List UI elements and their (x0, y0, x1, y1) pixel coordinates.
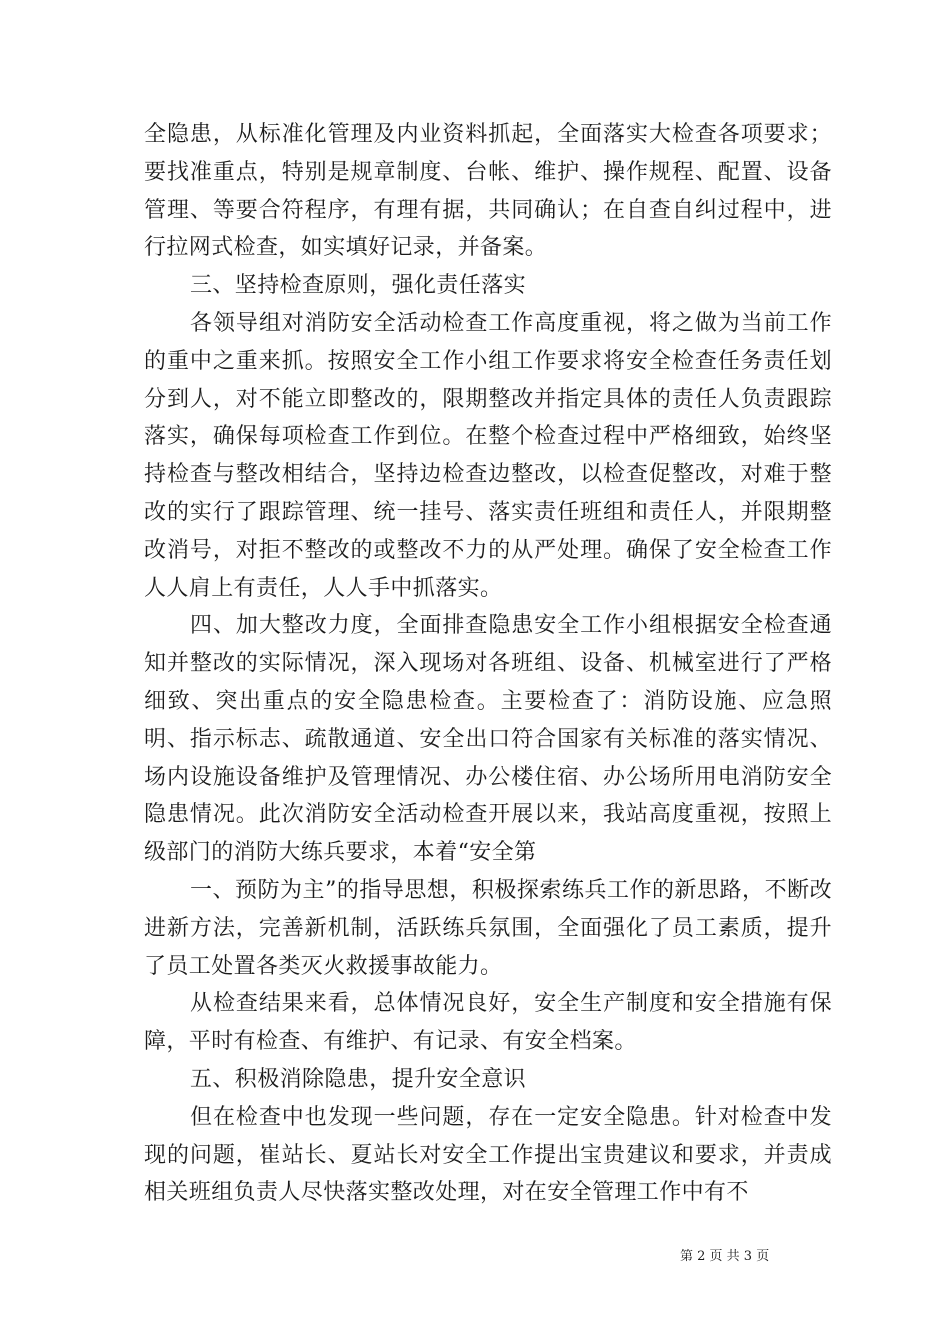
paragraph: 一、预防为主”的指导思想，积极探索练兵工作的新思路，不断改进新方法，完善新机制，活跃练兵氛围，全面强化了员工素质，提升了员工处置各类灭火救援事故能力。 (144, 877, 832, 979)
page-number: 第 2 页 共 3 页 (680, 1249, 770, 1264)
section-heading-3: 三、坚持检查原则，强化责任落实 (190, 273, 527, 299)
paragraph: 但在检查中也发现一些问题，存在一定安全隐患。针对检查中发现的问题，崔站长、夏站长对安全工作提出宝贵建议和要求，并责成相关班组负责人尽快落实整改处理，对在安全管理工作中有不 (144, 1104, 832, 1206)
section-heading-4-paragraph: 四、加大整改力度，全面排查隐患安全工作小组根据安全检查通知并整改的实际情况，深入现场对各班组、设备、机械室进行了严格细致、突出重点的安全隐患检查。主要检查了：消防设施、应急照明、指示标志、疏散通道、安全出口符合国家有关标准的落实情况、场内设施设备维护及管理情况、办公楼住宿、办公场所用电消防安全隐患情况。此次消防安全活动检查开展以来，我站高度重视，按照上级部门的消防大练兵要求，本着“安全第 (144, 613, 832, 866)
section-heading-5: 五、积极消除隐患，提升安全意识 (190, 1066, 527, 1092)
paragraph: 从检查结果来看，总体情况良好，安全生产制度和安全措施有保障，平时有检查、有维护、有记录、有安全档案。 (144, 991, 832, 1055)
document-body (144, 116, 832, 1212)
paragraph-continuation: 全隐患，从标准化管理及内业资料抓起，全面落实大检查各项要求；要找准重点，特别是规章制度、台帐、维护、操作规程、配置、设备管理、等要合符程序，有理有据，共同确认；在自查自纠过程中，进行拉网式检查，如实填好记录，并备案。 (144, 122, 832, 261)
paragraph: 各领导组对消防安全活动检查工作高度重视，将之做为当前工作的重中之重来抓。按照安全工作小组工作要求将安全检查任务责任划分到人，对不能立即整改的，限期整改并指定具体的责任人负责跟踪落实，确保每项检查工作到位。在整个检查过程中严格细致，始终坚持检查与整改相结合，坚持边检查边整改，以检查促整改，对难于整改的实行了跟踪管理、统一挂号、落实责任班组和责任人，并限期整改消号，对拒不整改的或整改不力的从严处理。确保了安全检查工作人人肩上有责任，人人手中抓落实。 (144, 310, 832, 601)
